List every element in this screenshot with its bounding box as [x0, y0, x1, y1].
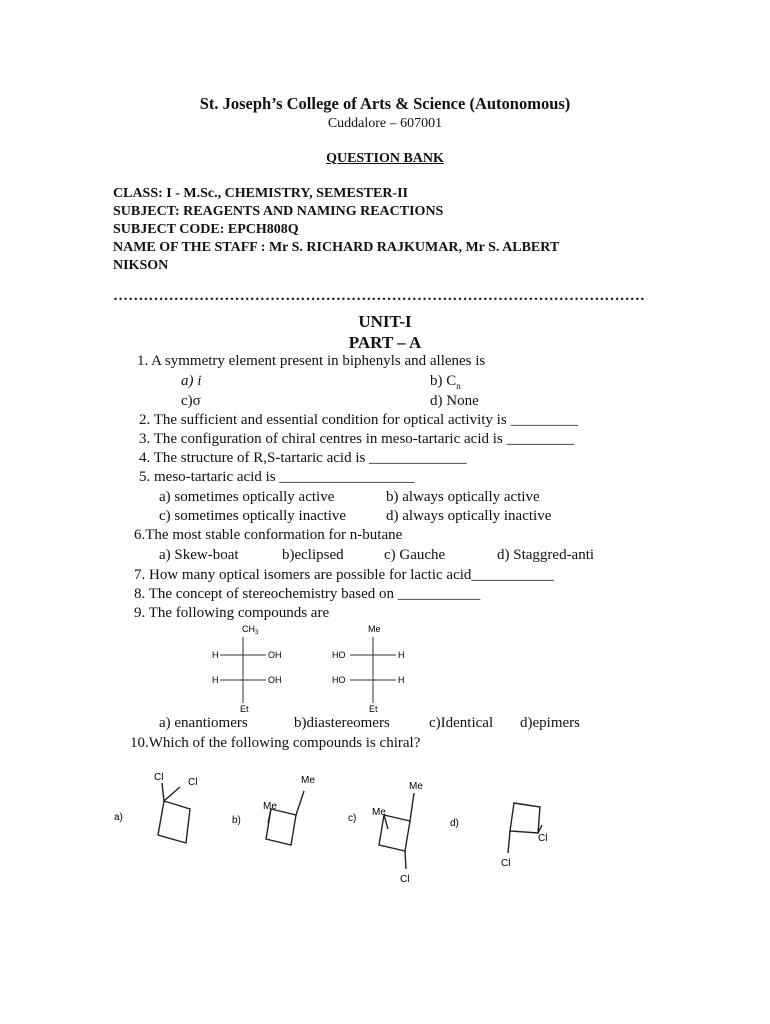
question-5-option-d: d) always optically inactive — [386, 508, 552, 524]
question-10: 10.Which of the following compounds is chiral? — [130, 735, 421, 751]
structure-a-label: a) — [114, 812, 123, 823]
structure-a-sub2: Cl — [188, 777, 198, 788]
structure-b — [232, 775, 315, 845]
structure-c — [348, 781, 423, 885]
question-9: 9. The following compounds are — [134, 605, 330, 621]
question-5: 5. meso-tartaric acid is __________________ — [139, 469, 415, 485]
document-title: QUESTION BANK — [326, 151, 444, 166]
fischer-right-r2-right: H — [398, 675, 405, 685]
question-6-option-a: a) Skew-boat — [159, 547, 239, 563]
fischer-right-r1-right: H — [398, 650, 405, 660]
structure-c-label: c) — [348, 813, 357, 824]
cyclobutane-structures — [108, 765, 568, 890]
fischer-left — [212, 624, 282, 714]
fischer-projections — [200, 620, 430, 715]
fischer-left-r2-right: OH — [268, 675, 282, 685]
question-1-option-d: d) None — [430, 393, 479, 409]
question-9-option-b: b)diastereomers — [294, 715, 390, 731]
question-6: 6.The most stable conformation for n-butane — [134, 527, 403, 543]
question-2: 2. The sufficient and essential condition for optical activity is _________ — [139, 412, 578, 428]
staff-line: NAME OF THE STAFF : Mr S. RICHARD RAJKUMAR, Mr S. ALBERT — [113, 240, 560, 255]
college-address: Cuddalore – 607001 — [327, 116, 443, 131]
structure-c-sub3: Cl — [400, 874, 410, 885]
class-line: CLASS: I - M.Sc., CHEMISTRY, SEMESTER-II — [113, 186, 408, 201]
fischer-left-top: $CH_3$ — [242, 624, 259, 636]
structure-c-sub1: Me — [409, 781, 423, 792]
question-1-option-b: b) $C_n$ — [430, 373, 461, 391]
structure-d-sub2: Cl — [501, 858, 511, 869]
fischer-left-bottom: Et — [240, 704, 249, 714]
question-1: 1. A symmetry element present in biphenyls and allenes is — [137, 353, 486, 369]
fischer-left-r2-left: H — [212, 675, 219, 685]
structure-a — [114, 772, 197, 843]
question-9-option-c: c)Identical — [429, 715, 494, 731]
question-8: 8. The concept of stereochemistry based on ___________ — [134, 586, 481, 602]
structure-c-sub2: Me — [372, 807, 386, 818]
question-1-option-a: a) i — [181, 373, 202, 389]
structure-a-sub1: Cl — [154, 772, 164, 783]
question-3: 3. The configuration of chiral centres in meso-tartaric acid is _________ — [139, 431, 574, 447]
unit-heading: UNIT-I — [358, 312, 412, 331]
fischer-right-top: Me — [368, 624, 381, 634]
fischer-right-r2-left: HO — [332, 675, 346, 685]
question-6-option-c: c) Gauche — [384, 547, 446, 563]
structure-b-sub1: Me — [301, 775, 315, 786]
structure-b-sub2: Me — [263, 801, 277, 812]
question-6-option-d: d) Staggred-anti — [497, 547, 595, 563]
structure-b-label: b) — [232, 815, 241, 826]
staff-line-continued: NIKSON — [113, 258, 169, 273]
fischer-right-bottom: Et — [369, 704, 378, 714]
subject-line: SUBJECT: REAGENTS AND NAMING REACTIONS — [113, 204, 444, 219]
subject-code-line: SUBJECT CODE: EPCH808Q — [113, 222, 299, 237]
fischer-right — [332, 624, 405, 714]
college-name: St. Joseph’s College of Arts & Science (Autonomous) — [199, 94, 571, 113]
question-9-option-d: d)epimers — [520, 715, 580, 731]
question-6-option-b: b)eclipsed — [282, 547, 344, 563]
fischer-right-r1-left: HO — [332, 650, 346, 660]
question-4: 4. The structure of R,S-tartaric acid is _____________ — [139, 450, 467, 466]
structure-d — [450, 803, 547, 869]
question-5-option-b: b) always optically active — [386, 489, 540, 505]
part-heading: PART – A — [348, 333, 422, 352]
structure-d-label: d) — [450, 818, 459, 829]
question-1-option-c: c)σ — [181, 393, 201, 409]
fischer-left-r1-right: OH — [268, 650, 282, 660]
question-7: 7. How many optical isomers are possible for lactic acid___________ — [134, 567, 554, 583]
structure-d-sub1: Cl — [538, 833, 548, 844]
fischer-left-r1-left: H — [212, 650, 219, 660]
dotted-divider: …………………………………………………………………………………………… — [113, 288, 645, 304]
question-5-option-c: c) sometimes optically inactive — [159, 508, 347, 524]
question-5-option-a: a) sometimes optically active — [159, 489, 335, 505]
question-9-option-a: a) enantiomers — [159, 715, 248, 731]
